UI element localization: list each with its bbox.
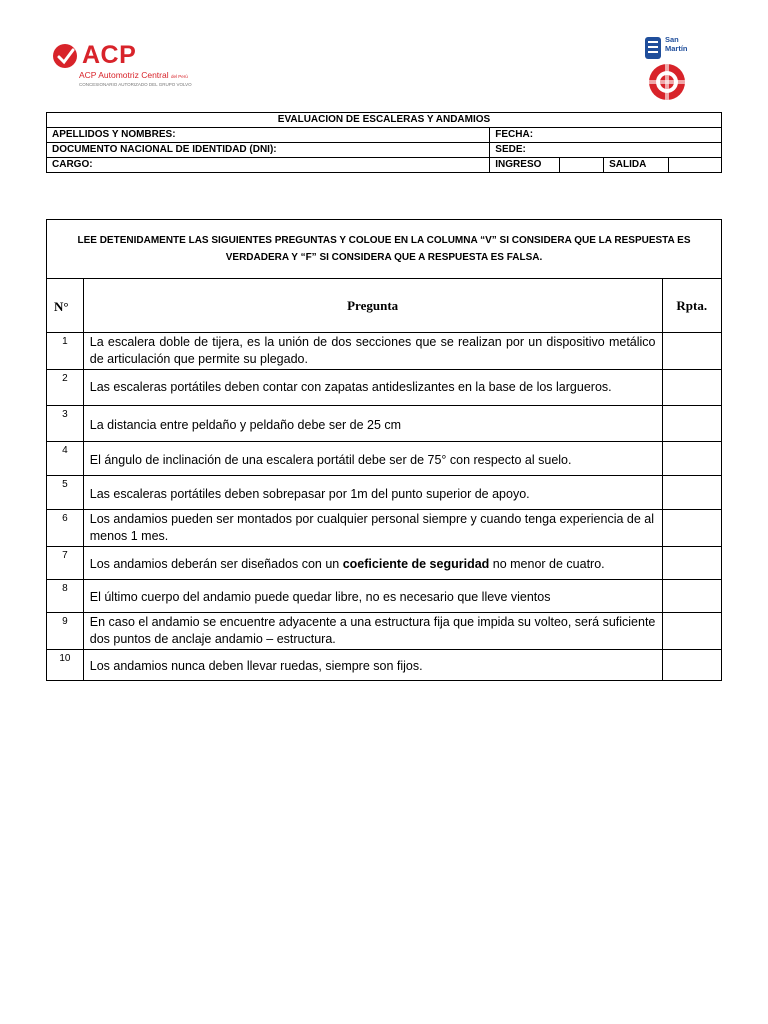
question-text: Las escaleras portátiles deben contar con zapatas antideslizantes en la base de los largueros. <box>83 370 662 406</box>
question-number: 9 <box>47 613 84 650</box>
acp-logo <box>52 38 192 98</box>
question-row <box>47 406 722 442</box>
dni-label: DOCUMENTO NACIONAL DE IDENTIDAD (DNI): <box>47 143 490 158</box>
evaluation-title: EVALUACION DE ESCALERAS Y ANDAMIOS <box>47 113 722 128</box>
question-row <box>47 370 722 406</box>
acp-subtext: CONCESIONARIO AUTORIZADO DEL GRUPO VOLVO <box>79 82 192 87</box>
acp-tagline: ACP Automotriz Central del Perú <box>79 70 188 80</box>
answer-cell[interactable] <box>662 650 721 681</box>
question-row <box>47 650 722 681</box>
answer-cell[interactable] <box>662 613 721 650</box>
acp-word: ACP <box>82 41 137 69</box>
question-number: 5 <box>47 476 84 510</box>
san-martin-word-2: Martín <box>665 43 688 53</box>
instructions: LEE DETENIDAMENTE LAS SIGUIENTES PREGUNTAS Y COLOUE EN LA COLUMNA “V” SI CONSIDERA QUE LA RESPUESTA ES VERDADERA Y “F” SI CONSIDERA QUE A RESPUESTA ES FALSA. <box>47 220 722 279</box>
question-number: 8 <box>47 580 84 613</box>
safety-badge-logo <box>645 62 689 102</box>
column-header-number: N° <box>47 279 84 333</box>
safety-badge-icon <box>645 62 689 102</box>
site-label: SEDE: <box>490 143 722 158</box>
column-header-question: Pregunta <box>83 279 662 333</box>
question-text: La escalera doble de tijera, es la unión de dos secciones que se realizan por un dispositivo metálico de articulación que permite su plegado. <box>83 333 662 370</box>
exit-value-cell[interactable] <box>668 158 721 173</box>
questions-table <box>46 219 722 681</box>
answer-cell[interactable] <box>662 370 721 406</box>
question-number: 10 <box>47 650 84 681</box>
question-number: 7 <box>47 547 84 580</box>
question-row <box>47 333 722 370</box>
name-label: APELLIDOS Y NOMBRES: <box>47 128 490 143</box>
question-row <box>47 580 722 613</box>
question-number: 2 <box>47 370 84 406</box>
question-text: La distancia entre peldaño y peldaño debe ser de 25 cm <box>83 406 662 442</box>
role-label: CARGO: <box>47 158 490 173</box>
acp-emblem-icon <box>52 42 80 72</box>
question-number: 1 <box>47 333 84 370</box>
answer-cell[interactable] <box>662 476 721 510</box>
bold-term: coeficiente de seguridad <box>342 557 490 571</box>
question-number: 6 <box>47 510 84 547</box>
answer-cell[interactable] <box>662 442 721 476</box>
question-number: 3 <box>47 406 84 442</box>
answer-cell[interactable] <box>662 547 721 580</box>
column-header-answer: Rpta. <box>662 279 721 333</box>
question-number: 4 <box>47 442 84 476</box>
answer-cell[interactable] <box>662 510 721 547</box>
entry-value-cell[interactable] <box>559 158 603 173</box>
question-text: En caso el andamio se encuentre adyacente a una estructura fija que impida su volteo, será suficiente dos puntos de anclaje andamio – estructura. <box>83 613 662 650</box>
answer-cell[interactable] <box>662 333 721 370</box>
question-row <box>47 547 722 580</box>
question-row <box>47 476 722 510</box>
question-text: El ángulo de inclinación de una escalera portátil debe ser de 75° con respecto al suelo. <box>83 442 662 476</box>
question-text: Los andamios pueden ser montados por cualquier personal siempre y cuando tenga experiencia de al menos 1 mes. <box>83 510 662 547</box>
question-text: Las escaleras portátiles deben sobrepasar por 1m del punto superior de apoyo. <box>83 476 662 510</box>
question-text: Los andamios deberán ser diseñados con un coeficiente de seguridad no menor de cuatro. <box>83 547 662 580</box>
evaluation-header-table <box>46 112 722 173</box>
answer-cell[interactable] <box>662 406 721 442</box>
san-martin-word-1: San <box>665 35 679 44</box>
question-text: El último cuerpo del andamio puede quedar libre, no es necesario que lleve vientos <box>83 580 662 613</box>
san-martin-logo <box>643 35 693 63</box>
question-row <box>47 613 722 650</box>
question-text: Los andamios nunca deben llevar ruedas, siempre son fijos. <box>83 650 662 681</box>
san-martin-emblem-icon <box>643 35 663 61</box>
date-label: FECHA: <box>490 128 722 143</box>
exit-label: SALIDA <box>604 158 668 173</box>
question-row <box>47 442 722 476</box>
answer-cell[interactable] <box>662 580 721 613</box>
entry-label: INGRESO <box>490 158 560 173</box>
question-row <box>47 510 722 547</box>
